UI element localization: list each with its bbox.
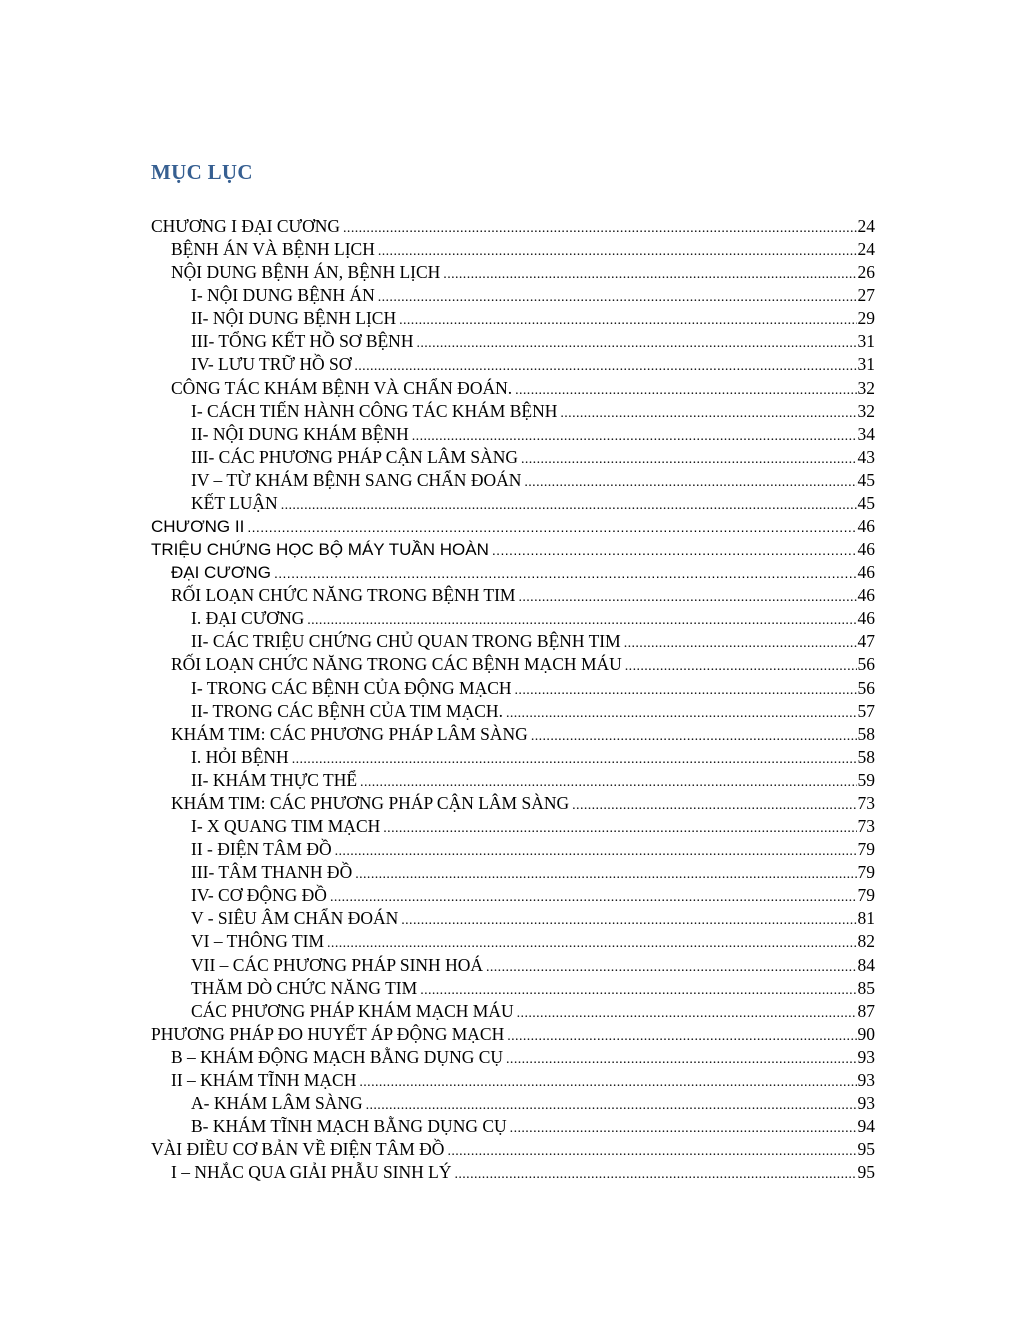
dot-leader — [524, 471, 856, 494]
dot-leader — [443, 263, 856, 286]
toc-entry[interactable] — [151, 584, 875, 607]
toc-entry-title: PHƯƠNG PHÁP ĐO HUYẾT ÁP ĐỘNG MẠCH — [151, 1023, 505, 1044]
toc-entry-page: 79 — [857, 885, 875, 906]
toc-entry[interactable] — [151, 977, 875, 1000]
toc-entry-page: 73 — [857, 792, 875, 813]
dot-leader — [247, 516, 856, 539]
toc-entry[interactable] — [151, 400, 875, 423]
toc-entry-title: II – KHÁM TĨNH MẠCH — [171, 1069, 357, 1090]
toc-entry-page: 29 — [857, 308, 875, 329]
dot-leader — [420, 979, 856, 1002]
toc-entry-title: II- NỘI DUNG KHÁM BỆNH — [191, 423, 409, 444]
toc-entry-title: II - ĐIỆN TÂM ĐỒ — [191, 839, 332, 860]
toc-entry-page: 95 — [857, 1139, 875, 1160]
dot-leader — [307, 609, 856, 632]
toc-entry[interactable] — [151, 238, 875, 261]
toc-entry-title: II- CÁC TRIỆU CHỨNG CHỦ QUAN TRONG BỆNH TIM — [191, 631, 621, 652]
toc-entry[interactable] — [151, 1000, 875, 1023]
toc-entry-title: I. HỎI BỆNH — [191, 746, 289, 767]
dot-leader — [366, 1094, 857, 1117]
toc-entry[interactable] — [151, 469, 875, 492]
toc-entry[interactable] — [151, 815, 875, 838]
toc-entry[interactable] — [151, 492, 875, 515]
dot-leader — [560, 402, 856, 425]
toc-entry[interactable] — [151, 1023, 875, 1046]
toc-entry[interactable] — [151, 907, 875, 930]
dot-leader — [401, 909, 856, 932]
toc-entry[interactable] — [151, 561, 875, 584]
toc-entry-title: TRIỆU CHỨNG HỌC BỘ MÁY TUẦN HOÀN — [151, 540, 489, 560]
toc-entry-page: 27 — [857, 285, 875, 306]
toc-entry[interactable] — [151, 1069, 875, 1092]
dot-leader — [274, 562, 857, 585]
toc-entry[interactable] — [151, 700, 875, 723]
toc-entry-page: 24 — [857, 239, 875, 260]
toc-entry[interactable] — [151, 423, 875, 446]
dot-leader — [335, 840, 857, 863]
dot-leader — [510, 1117, 857, 1140]
toc-entry-page: 79 — [857, 839, 875, 860]
toc-entry-page: 46 — [857, 539, 875, 560]
toc-entry-title: ĐẠI CƯƠNG — [171, 563, 271, 583]
toc-entry-page: 87 — [857, 1000, 875, 1021]
dot-leader — [492, 539, 857, 562]
toc-entry-page: 31 — [857, 331, 875, 352]
dot-leader — [572, 794, 856, 817]
toc-entry[interactable] — [151, 630, 875, 653]
toc-entry[interactable] — [151, 1115, 875, 1138]
toc-entry-page: 59 — [857, 769, 875, 790]
toc-entry-title: IV – TỪ KHÁM BỆNH SANG CHẨN ĐOÁN — [191, 469, 522, 490]
toc-entry-page: 46 — [857, 516, 875, 537]
dot-leader — [625, 655, 857, 678]
toc-entry-title: KẾT LUẬN — [191, 492, 278, 513]
dot-leader — [281, 494, 857, 517]
toc-entry-page: 93 — [857, 1046, 875, 1067]
toc-entry-page: 32 — [857, 400, 875, 421]
toc-entry[interactable] — [151, 515, 875, 538]
toc-entry-title: RỐI LOẠN CHỨC NĂNG TRONG CÁC BỆNH MẠCH MÁU — [171, 654, 622, 675]
dot-leader — [624, 632, 857, 655]
toc-entry[interactable] — [151, 538, 875, 561]
toc-entry-page: 90 — [857, 1023, 875, 1044]
toc-entry-page: 56 — [857, 677, 875, 698]
dot-leader — [355, 863, 856, 886]
dot-leader — [531, 725, 857, 748]
toc-entry[interactable] — [151, 723, 875, 746]
toc-entry-title: VÀI ĐIỀU CƠ BẢN VỀ ĐIỆN TÂM ĐỒ — [151, 1139, 445, 1160]
toc-entry-page: 47 — [857, 631, 875, 652]
toc-entry[interactable] — [151, 653, 875, 676]
dot-leader — [506, 702, 857, 725]
dot-leader — [416, 332, 856, 355]
dot-leader — [515, 679, 857, 702]
toc-entry-title: I – NHẮC QUA GIẢI PHẪU SINH LÝ — [171, 1162, 452, 1183]
toc-entry-page: 93 — [857, 1069, 875, 1090]
toc-entry[interactable] — [151, 1092, 875, 1115]
dot-leader — [327, 932, 856, 955]
dot-leader — [518, 586, 856, 609]
dot-leader — [486, 956, 857, 979]
toc-entry-title: III- TÂM THANH ĐỒ — [191, 862, 353, 883]
toc-entry-title: IV- LƯU TRỮ HỒ SƠ — [191, 354, 352, 375]
toc-entry-page: 94 — [857, 1116, 875, 1137]
toc-entry-page: 95 — [857, 1162, 875, 1183]
toc-entry[interactable] — [151, 607, 875, 630]
toc-entry[interactable] — [151, 861, 875, 884]
dot-leader — [378, 240, 857, 263]
dot-leader — [330, 886, 857, 909]
toc-entry-page: 56 — [857, 654, 875, 675]
toc-entry-title: II- TRONG CÁC BỆNH CỦA TIM MẠCH. — [191, 700, 503, 721]
toc-entry-title: RỐI LOẠN CHỨC NĂNG TRONG BỆNH TIM — [171, 585, 516, 606]
toc-entry-title: NỘI DUNG BỆNH ÁN, BỆNH LỊCH — [171, 262, 441, 283]
toc-entry[interactable] — [151, 261, 875, 284]
toc-entry-title: IV- CƠ ĐỘNG ĐỒ — [191, 885, 327, 906]
toc-entry-title: CHƯƠNG II — [151, 517, 245, 537]
toc-list — [151, 215, 875, 1184]
dot-leader — [447, 1140, 856, 1163]
dot-leader — [378, 286, 857, 309]
toc-entry[interactable] — [151, 884, 875, 907]
toc-entry[interactable] — [151, 1138, 875, 1161]
toc-entry-title: THĂM DÒ CHỨC NĂNG TIM — [191, 977, 418, 998]
toc-entry[interactable] — [151, 330, 875, 353]
toc-entry-title: KHÁM TIM: CÁC PHƯƠNG PHÁP CẬN LÂM SÀNG — [171, 792, 570, 813]
toc-entry[interactable] — [151, 215, 875, 238]
toc-entry-page: 85 — [857, 977, 875, 998]
toc-entry-page: 81 — [857, 908, 875, 929]
toc-entry-page: 58 — [857, 723, 875, 744]
toc-entry[interactable] — [151, 307, 875, 330]
dot-leader — [521, 448, 857, 471]
toc-entry-title: V - SIÊU ÂM CHẨN ĐOÁN — [191, 908, 399, 929]
dot-leader — [354, 355, 856, 378]
toc-entry-title: KHÁM TIM: CÁC PHƯƠNG PHÁP LÂM SÀNG — [171, 723, 528, 744]
toc-entry[interactable] — [151, 1161, 875, 1184]
toc-entry-title: III- CÁC PHƯƠNG PHÁP CẬN LÂM SÀNG — [191, 446, 518, 467]
dot-leader — [507, 1025, 856, 1048]
dot-leader — [343, 217, 856, 240]
toc-entry-title: CÁC PHƯƠNG PHÁP KHÁM MẠCH MÁU — [191, 1000, 514, 1021]
toc-entry-title: II- NỘI DUNG BỆNH LỊCH — [191, 308, 397, 329]
toc-entry-title: I- NỘI DUNG BỆNH ÁN — [191, 285, 375, 306]
toc-entry[interactable] — [151, 930, 875, 953]
dot-leader — [399, 309, 856, 332]
toc-entry[interactable] — [151, 746, 875, 769]
toc-entry-page: 34 — [857, 423, 875, 444]
dot-leader — [517, 1002, 857, 1025]
toc-entry-page: 32 — [857, 377, 875, 398]
dot-leader — [359, 1071, 856, 1094]
toc-entry[interactable] — [151, 284, 875, 307]
toc-entry-page: 46 — [857, 562, 875, 583]
dot-leader — [292, 748, 857, 771]
toc-entry-title: VII – CÁC PHƯƠNG PHÁP SINH HOÁ — [191, 954, 483, 975]
dot-leader — [515, 379, 856, 402]
toc-entry-page: 79 — [857, 862, 875, 883]
toc-entry-title: I- CÁCH TIẾN HÀNH CÔNG TÁC KHÁM BỆNH — [191, 400, 558, 421]
dot-leader — [454, 1163, 856, 1186]
toc-entry-page: 57 — [857, 700, 875, 721]
toc-entry-title: B- KHÁM TĨNH MẠCH BẰNG DỤNG CỤ — [191, 1116, 507, 1137]
toc-entry-title: VI – THÔNG TIM — [191, 931, 325, 952]
toc-entry-title: A- KHÁM LÂM SÀNG — [191, 1092, 363, 1113]
toc-entry-page: 46 — [857, 585, 875, 606]
dot-leader — [383, 817, 856, 840]
toc-entry-page: 73 — [857, 816, 875, 837]
toc-entry-page: 45 — [857, 469, 875, 490]
toc-entry-page: 46 — [857, 608, 875, 629]
toc-entry-title: I. ĐẠI CƯƠNG — [191, 608, 305, 629]
toc-entry[interactable] — [151, 677, 875, 700]
toc-entry[interactable] — [151, 769, 875, 792]
toc-heading: MỤC LỤC — [151, 160, 253, 184]
toc-entry-title: I- X QUANG TIM MẠCH — [191, 816, 381, 837]
toc-entry[interactable] — [151, 446, 875, 469]
toc-entry-title: CÔNG TÁC KHÁM BỆNH VÀ CHẨN ĐOÁN. — [171, 377, 513, 398]
toc-entry-page: 26 — [857, 262, 875, 283]
toc-entry[interactable] — [151, 792, 875, 815]
toc-entry[interactable] — [151, 1046, 875, 1069]
toc-entry-page: 31 — [857, 354, 875, 375]
toc-entry-title: CHƯƠNG I ĐẠI CƯƠNG — [151, 216, 341, 236]
toc-entry-page: 93 — [857, 1092, 875, 1113]
toc-entry-title: III- TỔNG KẾT HỒ SƠ BỆNH — [191, 331, 414, 352]
toc-entry[interactable] — [151, 377, 875, 400]
toc-entry-title: II- KHÁM THỰC THỂ — [191, 769, 358, 790]
toc-entry-page: 84 — [857, 954, 875, 975]
toc-entry[interactable] — [151, 353, 875, 376]
toc-entry-page: 24 — [857, 216, 875, 236]
toc-entry-title: I- TRONG CÁC BỆNH CỦA ĐỘNG MẠCH — [191, 677, 512, 698]
dot-leader — [506, 1048, 856, 1071]
dot-leader — [360, 771, 856, 794]
toc-entry-page: 45 — [857, 492, 875, 513]
toc-entry-title: B – KHÁM ĐỘNG MẠCH BẰNG DỤNG CỤ — [171, 1046, 504, 1067]
toc-entry-title: BỆNH ÁN VÀ BỆNH LỊCH — [171, 239, 375, 260]
toc-entry[interactable] — [151, 954, 875, 977]
toc-entry-page: 43 — [857, 446, 875, 467]
toc-entry-page: 58 — [857, 746, 875, 767]
toc-entry-page: 82 — [857, 931, 875, 952]
toc-entry[interactable] — [151, 838, 875, 861]
dot-leader — [412, 425, 857, 448]
